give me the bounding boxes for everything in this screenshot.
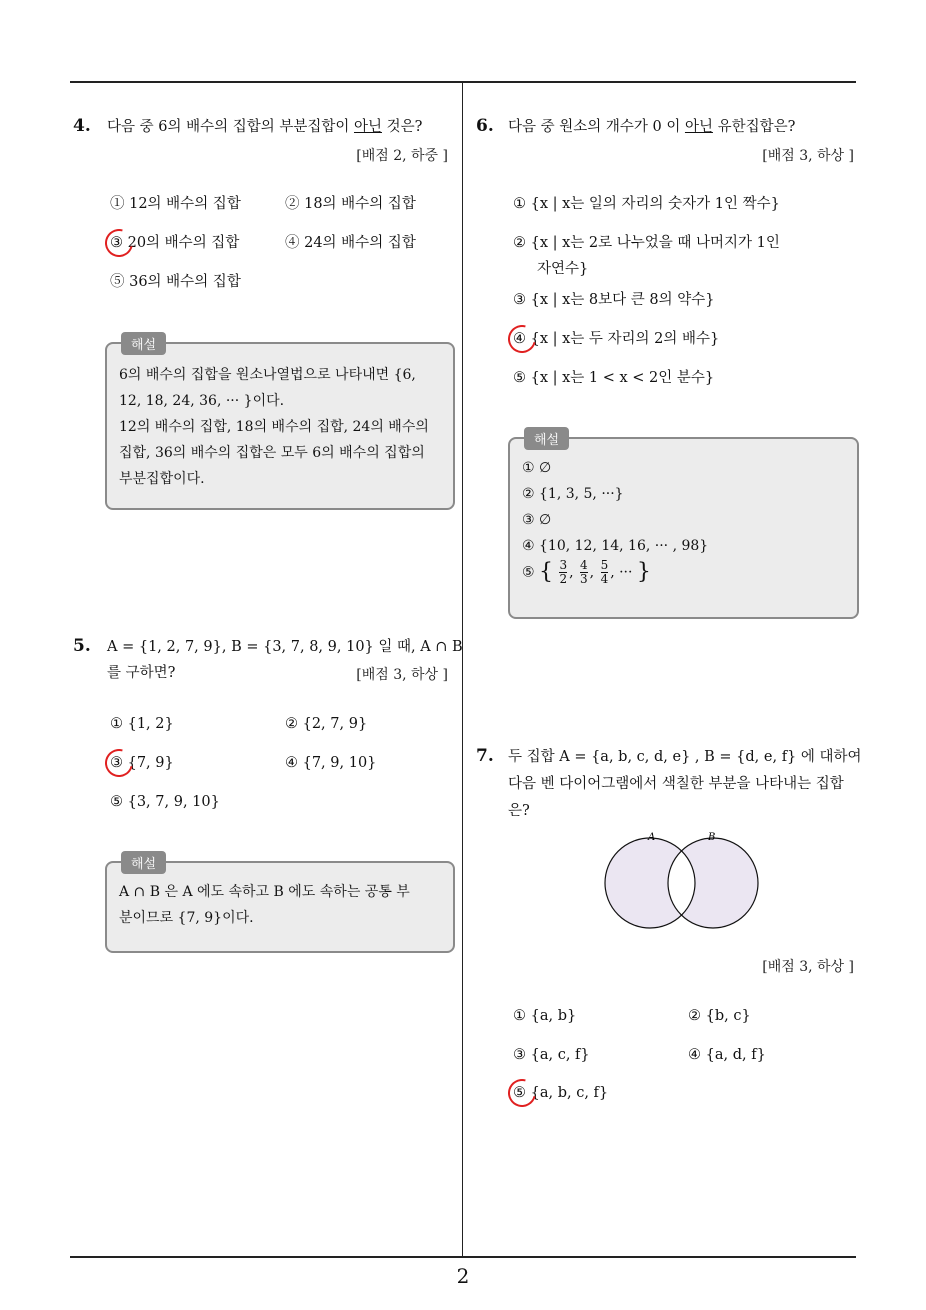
q4-option-4[interactable]: ④ 24의 배수의 집합 [285, 235, 416, 251]
q4-number: 4. [73, 116, 91, 136]
q6-option-3[interactable]: ③ {x | x는 8보다 큰 8의 약수} [513, 292, 715, 308]
explanation-line: ③ ∅ [522, 512, 552, 528]
fraction [559, 559, 567, 586]
q5-question-line1: A = {1, 2, 7, 9}, B = {3, 7, 8, 9, 10} 일 때, A ∩ B [107, 639, 463, 655]
explanation-line: 6의 배수의 집합을 원소나열법으로 나타내면 {6, [119, 367, 416, 383]
q6-option-2-line1: ② {x | x는 2로 나누었을 때 나머지가 1인 [513, 235, 780, 251]
q6-option-1[interactable]: ① {x | x는 일의 자리의 숫자가 1인 짝수} [513, 196, 780, 212]
q4-option-1[interactable]: ① 12의 배수의 집합 [110, 196, 241, 212]
bottom-rule [70, 1256, 856, 1258]
explanation-line-fractions: ⑤ { $\frac{3}{2}$ , $\frac{4}{3}$ , $\frac{5}{4}$ , ··· } [522, 558, 651, 586]
q4-option-3-label: 20의 배수의 집합 [127, 235, 240, 251]
q4-option-3-num: ③ [110, 235, 123, 251]
q4-answer-marker [110, 233, 123, 253]
q6-explanation-box [508, 433, 859, 619]
q7-option-5-num: ⑤ [513, 1085, 526, 1101]
q6-score: [배점 3, 하상 ] [762, 148, 854, 164]
q6-option-2[interactable] [513, 233, 780, 279]
q7-option-5[interactable] [513, 1083, 608, 1103]
red-circle-icon [100, 744, 138, 782]
q7-question-line1: 두 집합 A = {a, b, c, d, e} , B = {d, e, f} 에 대하여 [508, 749, 862, 765]
q5-explanation-box [105, 857, 455, 953]
q7-question-line3: 은? [508, 803, 530, 819]
q5-number: 5. [73, 636, 91, 656]
fraction [601, 559, 609, 586]
q6-option-4-label: {x | x는 두 자리의 2의 배수} [530, 331, 720, 347]
q6-explanation-text [522, 455, 848, 586]
venn-diagram [600, 828, 770, 930]
red-circle-icon [100, 224, 138, 262]
column-divider [462, 83, 463, 1256]
q7-option-1[interactable]: ① {a, b} [513, 1008, 577, 1024]
page-number: 2 [456, 1264, 470, 1288]
q6-text: 다음 중 원소의 개수가 0 이 [508, 119, 685, 135]
q6-number: 6. [476, 116, 494, 136]
frac-den: 3 [580, 572, 588, 586]
explanation-5-prefix: ⑤ [522, 564, 535, 581]
q7-answer-marker [513, 1083, 526, 1103]
q7-question-line2: 다음 벤 다이어그램에서 색칠한 부분을 나타내는 집합 [508, 776, 844, 792]
q5-option-3-label: {7, 9} [127, 755, 174, 771]
venn-label-b: B [708, 832, 716, 843]
q4-explanation-label: 해설 [121, 332, 166, 355]
q5-explanation-label: 해설 [121, 851, 166, 874]
explanation-line: ② {1, 3, 5, ···} [522, 486, 624, 502]
q6-option-4-num: ④ [513, 331, 526, 347]
q7-score: [배점 3, 하상 ] [762, 959, 854, 975]
q4-underlined: 아닌 [353, 119, 382, 135]
explanation-line: 부분집합이다. [119, 471, 205, 487]
frac-den: 2 [559, 572, 568, 586]
explanation-line: 12, 18, 24, 36, ··· }이다. [119, 393, 285, 409]
red-circle-icon [503, 320, 541, 358]
q5-option-5[interactable]: ⑤ {3, 7, 9, 10} [110, 794, 220, 810]
explanation-5-tail: ··· [619, 564, 633, 581]
q5-explanation-text [119, 879, 445, 931]
q4-score: [배점 2, 하중 ] [356, 148, 448, 164]
q6-option-5[interactable]: ⑤ {x | x는 1 < x < 2인 분수} [513, 370, 715, 386]
explanation-line: 집합, 36의 배수의 집합은 모두 6의 배수의 집합의 [119, 445, 425, 461]
q5-question-line2: 를 구하면? [107, 665, 176, 681]
red-circle-icon [503, 1074, 541, 1112]
explanation-line: ④ {10, 12, 14, 16, ··· , 98} [522, 538, 709, 554]
top-rule [70, 81, 856, 83]
explanation-line: A ∩ B 은 A 에도 속하고 B 에도 속하는 공통 부 [119, 884, 410, 900]
q6-text-end: 유한집합은? [712, 119, 796, 135]
q4-text-end: 것은? [382, 119, 423, 135]
frac-num: 4 [580, 558, 588, 572]
q6-option-2-line2: 자연수} [537, 261, 589, 277]
explanation-line: ① ∅ [522, 460, 552, 476]
venn-label-a: A [648, 832, 656, 843]
fraction [580, 559, 588, 586]
q7-number: 7. [476, 746, 494, 766]
q4-option-2[interactable]: ② 18의 배수의 집합 [285, 196, 416, 212]
explanation-line: 분이므로 {7, 9}이다. [119, 910, 254, 926]
q4-question [107, 114, 422, 140]
q5-option-3[interactable] [110, 753, 174, 773]
q4-explanation-box [105, 338, 455, 510]
q6-answer-marker [513, 329, 526, 349]
q4-option-5[interactable]: ⑤ 36의 배수의 집합 [110, 274, 241, 290]
q7-option-4[interactable]: ④ {a, d, f} [688, 1047, 766, 1063]
explanation-line: 12의 배수의 집합, 18의 배수의 집합, 24의 배수의 [119, 419, 429, 435]
frac-num: 5 [600, 558, 609, 572]
q5-answer-marker [110, 753, 123, 773]
q5-option-1[interactable]: ① {1, 2} [110, 716, 174, 732]
q7-option-2[interactable]: ② {b, c} [688, 1008, 751, 1024]
frac-den: 4 [600, 572, 609, 586]
q7-option-5-label: {a, b, c, f} [530, 1085, 609, 1101]
q6-option-4[interactable] [513, 329, 719, 349]
q5-option-4[interactable]: ④ {7, 9, 10} [285, 755, 377, 771]
q4-option-3[interactable] [110, 233, 239, 253]
q5-option-3-num: ③ [110, 755, 123, 771]
q7-option-3[interactable]: ③ {a, c, f} [513, 1047, 590, 1063]
q6-question [508, 114, 795, 140]
q6-underlined: 아닌 [684, 119, 713, 135]
frac-num: 3 [559, 558, 568, 572]
q5-score: [배점 3, 하상 ] [356, 667, 448, 683]
q5-option-2[interactable]: ② {2, 7, 9} [285, 716, 368, 732]
q4-explanation-text [119, 362, 445, 492]
q6-explanation-label: 해설 [524, 427, 569, 450]
q4-text: 다음 중 6의 배수의 집합의 부분집합이 [107, 119, 354, 135]
